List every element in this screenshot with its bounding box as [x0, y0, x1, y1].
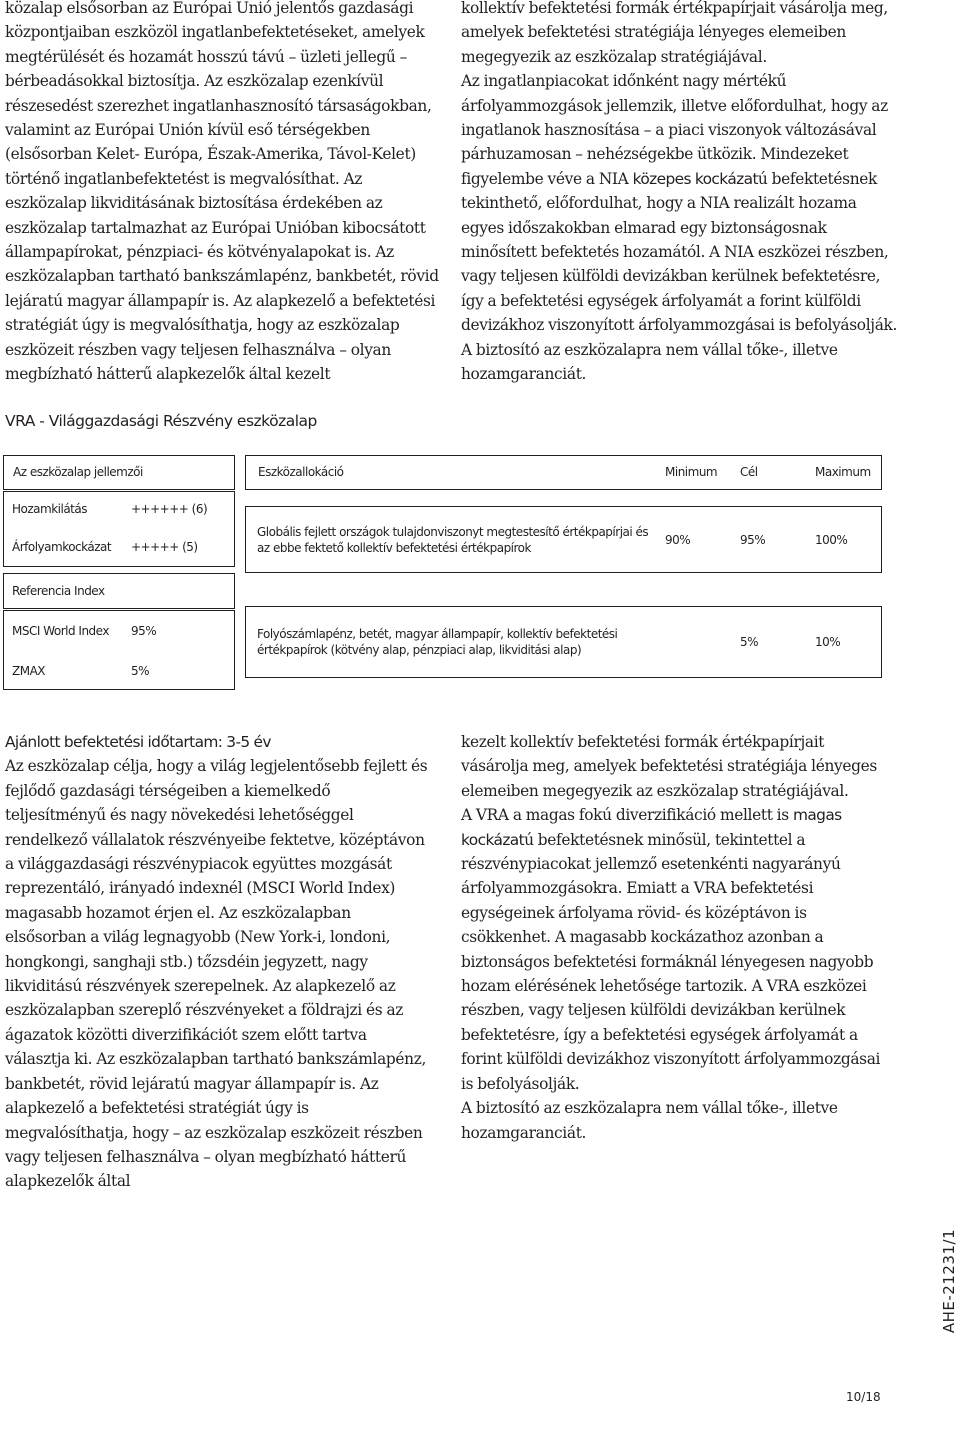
features-header-box [3, 455, 235, 490]
fx-risk-label: Árfolyamkockázat [12, 540, 112, 554]
min-header: Minimum [665, 465, 718, 479]
indices-box [3, 610, 235, 690]
expected-return-label: Hozamkilátás [12, 502, 87, 516]
allocation-1-target: 95% [740, 533, 766, 547]
allocation-1-text: Globális fejlett országok tulajdonviszonyt megtestesítő értékpapírjai és az ebbe fektető kollektív befektetési értékpapírok [257, 525, 649, 555]
target-header: Cél [740, 465, 758, 479]
allocation-row-1 [245, 506, 882, 573]
max-header: Maximum [815, 465, 871, 479]
fund-title: VRA - Világgazdasági Részvény eszközalap [5, 412, 317, 430]
reference-index-label: Referencia Index [12, 584, 105, 598]
top-right-column [461, 0, 901, 387]
bottom-left-column [5, 730, 435, 1194]
fx-risk-value: +++++ (5) [131, 540, 198, 554]
top-right-paragraph-2 [461, 69, 901, 337]
reference-index-box [3, 573, 235, 609]
index-1-name: MSCI World Index [12, 624, 109, 638]
allocation-2-target: 5% [740, 635, 759, 649]
bottom-right-paragraph-2 [461, 803, 891, 1096]
index-2-name: ZMAX [12, 664, 46, 678]
bottom-left-paragraph: Az eszközalap célja, hogy a világ legjelentősebb fejlett és fejlődő gazdasági térségeiben a kiemelkedő teljesítményű és nagy növekedési lehetőséggel rendelkező vállalatok részvényeibe fektetve, középtávon a világgazdasági részvénypiacok együttes mozgását reprezentáló, irányadó indexnél (MSCI World Index) magasabb hozamot érjen el. Az eszközalapban elsősorban a világ legnagyobb (New York-i, londoni, hongkongi, sanghaji stb.) tőzsdéin jegyzett, nagy likviditású részvények szerepelnek. Az alapkezelő az eszközalapban szereplő részvényeket a földrajzi és az ágazatok közötti diverzifikációt szem előtt tartva választja ki. Az eszközalapban tartható bankszámlapénz, bankbetét, rövid lejáratú magyar állampapír is. Az alapkezelő a befektetési stratégiát úgy is megvalósíthatja, hogy – az eszközalap eszközeit részben vagy teljesen felhasználva – olyan megbízható hátterű alapkezelők által [5, 757, 428, 1191]
page-number: 10/18 [846, 1390, 881, 1404]
features-header: Az eszközalap jellemzői [13, 465, 143, 479]
allocation-2-max: 10% [815, 635, 841, 649]
allocation-header-box [245, 455, 882, 490]
document-code [938, 1228, 960, 1432]
risk-box [3, 491, 235, 567]
allocation-row-2 [245, 606, 882, 678]
nia-risk-level: közepes kockázat [632, 169, 758, 188]
document-code-text: AHE-21231/1 [940, 1228, 958, 1334]
allocation-2-text: Folyószámlapénz, betét, magyar állampapír, kollektív befektetési értékpapírok (kötvény alap, pénzpiaci alap, likviditási alap) [257, 627, 618, 657]
recommended-period: Ajánlott befektetési időtartam: 3-5 év [5, 733, 271, 751]
top-right-paragraph-1: kollektív befektetési formák értékpapírjait vásárolja meg, amelyek befektetési stratégiája lényeges elemeiben megegyezik az eszközalap stratégiájával. [461, 0, 888, 66]
index-1-weight: 95% [131, 624, 157, 638]
vra-text-before: A VRA a magas fokú diverzifikáció mellett is [461, 806, 793, 825]
vra-text-after: ú befektetésnek minősül, tekintettel a részvénypiacokat jellemző esetenkénti nagyarányú árfolyammozgásokra. Emiatt a VRA befektetési egységeinek árfolyama rövid- és középtávon is csökkenhet. A magasabb kockázathoz azonban a biztonságos befektetési formáknál lényegesen nagyobb hozam elérésének lehetősége tartozik. A VRA eszközei részben, vagy teljesen külföldi devizákban kerülnek befektetésre, így a befektetési egységek árfolyamát a forint külföldi devizákhoz viszonyított árfolyammozgásai is befolyásolják. [461, 830, 881, 1093]
bottom-right-paragraph-1: kezelt kollektív befektetési formák értékpapírjait vásárolja meg, amelyek befektetési stratégiája lényeges elemeiben megegyezik az eszközalap stratégiájával. [461, 733, 877, 800]
top-left-column [5, 0, 445, 387]
expected-return-value: ++++++ (6) [131, 502, 208, 516]
top-left-paragraph: közalap elsősorban az Európai Unió jelentős gazdasági központjaiban eszközöl ingatlanbefektetéseket, amelyek megtérülését és hozamát hosszú távú – üzleti jellegű – bérbeadásokkal biztosítja. Az eszközalap ezenkívül részesedést szerezhet ingatlanhasznosító társaságokban, valamint az Európai Unión kívül eső térségekben (elsősorban Kelet- Európa, Észak-Amerika, Távol-Kelet) történő ingatlanbefektetést is megvalósíthat. Az eszközalap likviditásának biztosítása érdekében az eszközalap tartalmazhat az Európai Unióban kibocsátott állampapírokat, pénzpiaci- és kötvényalapokat is. Az eszközalapban tartható bankszámlapénz, bankbetét, rövid lejáratú magyar állampapír is. Az alapkezelő a befektetési stratégiát úgy is megvalósíthatja, hogy az eszközalap eszközeit részben vagy teljesen felhasználva – olyan megbízható hátterű alapkezelők által kezelt [5, 0, 439, 384]
top-right-paragraph-3: A biztosító az eszközalapra nem vállal tőke-, illetve hozamgaranciát. [461, 340, 838, 384]
allocation-header: Eszközallokáció [258, 465, 344, 479]
index-2-weight: 5% [131, 664, 150, 678]
bottom-right-column [461, 730, 891, 1145]
bottom-right-paragraph-3: A biztosító az eszközalapra nem vállal tőke-, illetve hozamgaranciát. [461, 1099, 838, 1142]
allocation-1-max: 100% [815, 533, 848, 547]
nia-text-after: ú befektetésnek tekinthető, előfordulhat, hogy a NIA realizált hozama egyes időszakokban elmarad egy biztonságosnak minősített befektetés hozamától. A NIA eszközei részben, vagy teljesen külföldi devizákban kerülnek befektetésre, így a befektetési egységek árfolyamát a forint külföldi devizákhoz viszonyított árfolyammozgásai is befolyásolják. [461, 169, 898, 335]
vra-risk-level: magas kockázat [461, 806, 842, 849]
nia-text-before: Az ingatlanpiacokat időnként nagy mértékű árfolyammozgások jellemzik, illetve előfordulhat, hogy az ingatlanok hasznosítása – a piaci viszonyok változásával párhuzamosan – nehézségekbe ütközik. Mindezeket figyelembe véve a NIA [461, 72, 888, 188]
allocation-1-min: 90% [665, 533, 691, 547]
